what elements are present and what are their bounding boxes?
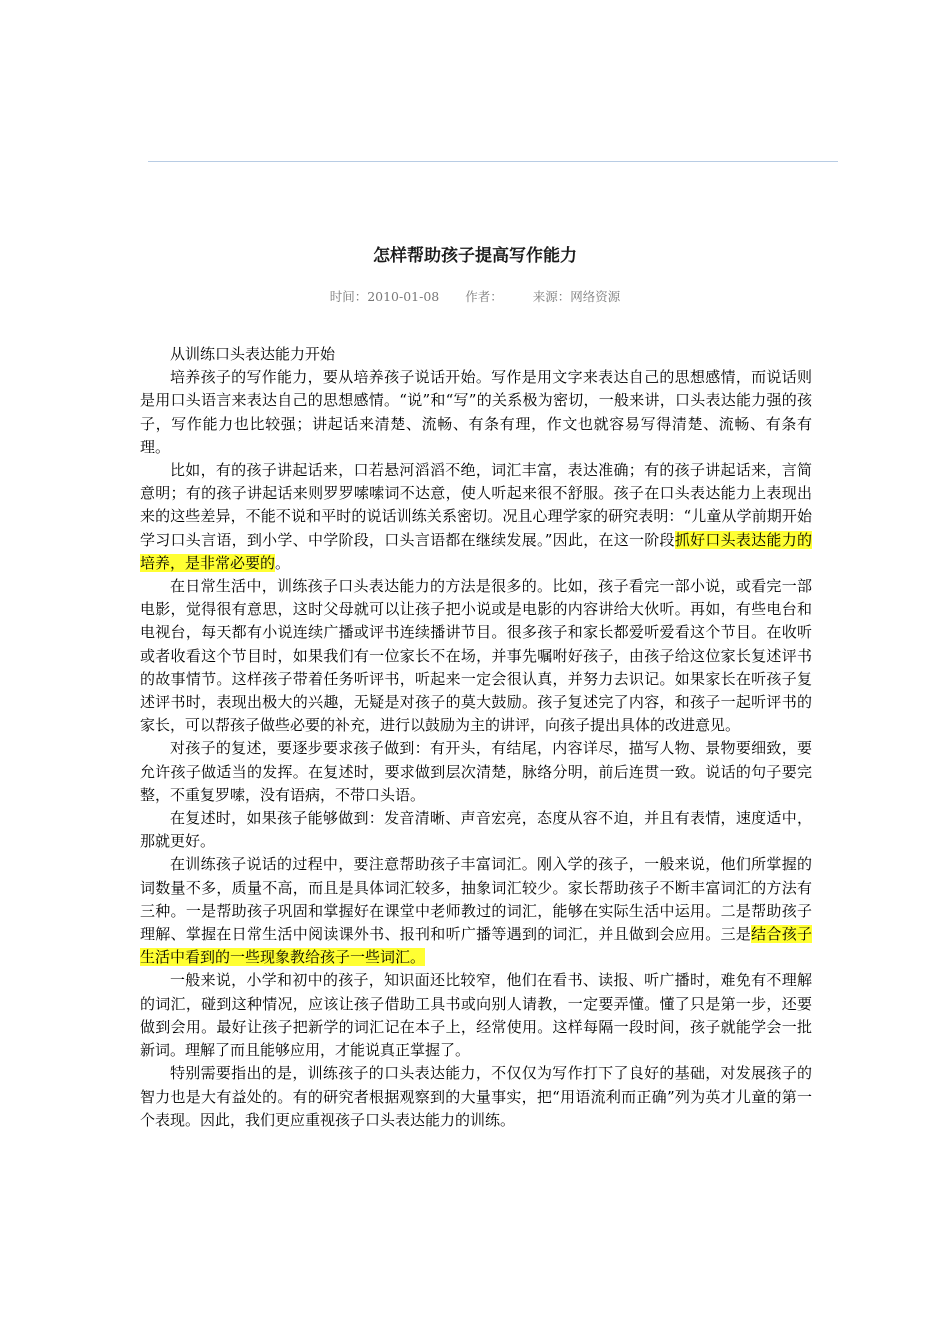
paragraph-text: 在日常生活中，训练孩子口头表达能力的方法是很多的。比如，孩子看完一部小说，或看完一部电影，觉得很有意思，这时父母就可以让孩子把小说或是电影的内容讲给大伙听。再如，有些电台和电视台，每天都有小说连续广播或评书连续播讲节目。很多孩子和家长都爱听爱看这个节目。在收听或者收看这个节目时，如果我们有一位家长不在场，并事先嘱咐好孩子，由孩子给这位家长复述评书的故事情节。这样孩子带着任务听评书，听起来一定会很认真，并努力去识记。如果家长在听孩子复述评书时，表现出极大的兴趣，无疑是对孩子的莫大鼓励。孩子复述完了内容，和孩子一起听评书的家长，可以帮孩子做些必要的补充，进行以鼓励为主的讲评，向孩子提出具体的改进意见。 — [140, 577, 812, 735]
article-meta — [0, 287, 950, 305]
paragraph-text: 对孩子的复述，要逐步要求孩子做到：有开头，有结尾，内容详尽，描写人物、景物要细致，要允许孩子做适当的发挥。在复述时，要求做到层次清楚，脉络分明，前后连贯一致。说话的句子要完整，不重复罗嗦，没有语病，不带口头语。 — [140, 739, 812, 804]
paragraph — [140, 575, 812, 737]
paragraph — [140, 969, 812, 1062]
paragraph — [140, 366, 812, 459]
paragraph — [140, 1062, 812, 1132]
paragraph-text: 在复述时，如果孩子能够做到：发音清晰、声音宏亮，态度从容不迫，并且有表情，速度适中，那就更好。 — [140, 809, 812, 851]
meta-author: 作者： — [465, 289, 503, 304]
paragraph — [140, 737, 812, 807]
highlighted-text: 抓好口头表达能力的培养，是非常必要的 — [140, 530, 812, 572]
paragraph-text: 一般来说，小学和初中的孩子，知识面还比较窄，他们在看书、读报、听广播时，难免有不理解的词汇，碰到这种情况，应该让孩子借助工具书或向别人请教，一定要弄懂。懂了只是第一步，还要做到会用。最好让孩子把新学的词汇记在本子上，经常使用。这样每隔一段时间，孩子就能学会一批新词。理解了而且能够应用，才能说真正掌握了。 — [140, 971, 812, 1060]
paragraph-text: 从训练口头表达能力开始 — [170, 345, 336, 363]
paragraph — [140, 853, 812, 969]
article-body — [140, 343, 812, 1132]
paragraph-text: 特别需要指出的是，训练孩子的口头表达能力，不仅仅为写作打下了良好的基础，对发展孩子的智力也是大有益处的。有的研究者根据观察到的大量事实，把“用语流利而正确”列为英才儿童的第一个表现。因此，我们更应重视孩子口头表达能力的训练。 — [140, 1064, 812, 1129]
header-divider — [148, 161, 838, 162]
paragraph — [140, 459, 812, 575]
paragraph — [140, 807, 812, 853]
paragraph — [140, 343, 812, 366]
meta-time: 时间：2010-01-08 — [329, 289, 440, 304]
paragraph-text-tail: 。 — [275, 553, 291, 572]
paragraph-text: 比如，有的孩子讲起话来，口若悬河滔滔不绝，词汇丰富，表达准确；有的孩子讲起话来，言简意明；有的孩子讲起话来则罗罗嗦嗦词不达意，使人听起来很不舒服。孩子在口头表达能力上表现出来的这些差异，不能不说和平时的说话训练关系密切。况且心理学家的研究表明：“儿童从学前期开始学习口头言语，到小学、中学阶段，口头言语都在继续发展。”因此，在这一阶段 — [140, 461, 812, 549]
paragraph-text: 培养孩子的写作能力，要从培养孩子说话开始。写作是用文字来表达自己的思想感情，而说话则是用口头语言来表达自己的思想感情。“说”和“写”的关系极为密切，一般来讲，口头表达能力强的孩子，写作能力也比较强；讲起话来清楚、流畅、有条有理，作文也就容易写得清楚、流畅、有条有理。 — [140, 368, 812, 456]
article-title: 怎样帮助孩子提高写作能力 — [373, 246, 577, 266]
meta-source: 来源：网络资源 — [532, 289, 621, 304]
highlighted-text: 结合孩子生活中看到的一些现象教给孩子一些词汇。 — [140, 925, 812, 967]
paragraph-text: 在训练孩子说话的过程中，要注意帮助孩子丰富词汇。刚入学的孩子，一般来说，他们所掌握的词数量不多，质量不高，而且是具体词汇较多，抽象词汇较少。家长帮助孩子不断丰富词汇的方法有三种。一是帮助孩子巩固和掌握好在课堂中老师教过的词汇，能够在实际生活中运用。二是帮助孩子理解、掌握在日常生活中阅读课外书、报刊和听广播等遇到的词汇，并且做到会应用。三是 — [140, 855, 812, 944]
